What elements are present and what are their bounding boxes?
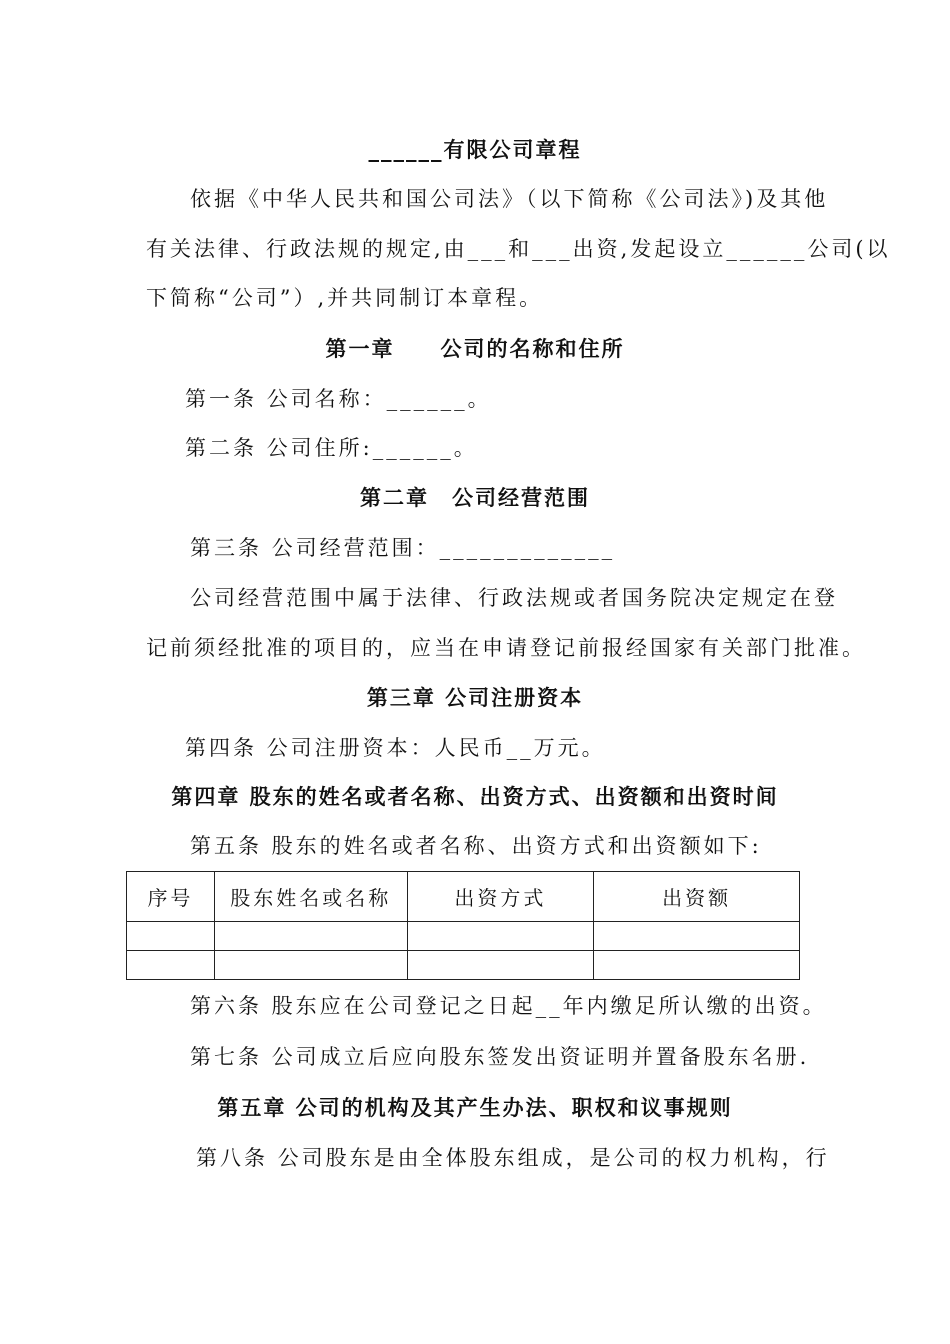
article-6: 第六条 股东应在公司登记之日起__年内缴足所认缴的出资。 xyxy=(190,994,827,1018)
chapter-5-heading: 第五章 公司的机构及其产生办法、职权和议事规则 xyxy=(217,1096,733,1120)
table-row xyxy=(127,951,800,980)
scope-paragraph-line-2: 记前须经批准的项目的，应当在申请登记前报经国家有关部门批准。 xyxy=(146,636,866,660)
chapter-1-heading: 第一章 公司的名称和住所 xyxy=(325,337,625,361)
chapter-2-heading: 第二章 公司经营范围 xyxy=(360,486,590,510)
article-7: 第七条 公司成立后应向股东签发出资证明并置备股东名册. xyxy=(190,1045,810,1069)
table-cell xyxy=(214,922,407,951)
article-2: 第二条 公司住所:______。 xyxy=(185,436,478,460)
table-cell xyxy=(407,951,594,980)
scope-paragraph-line-1: 公司经营范围中属于法律、行政法规或者国务院决定规定在登 xyxy=(190,586,838,610)
preamble-line-3: 下简称“公司”）,并共同制订本章程。 xyxy=(146,286,544,310)
header-shareholder-name: 股东姓名或名称 xyxy=(214,872,407,922)
table-cell xyxy=(407,922,594,951)
table-cell xyxy=(594,951,800,980)
table-cell xyxy=(594,922,800,951)
preamble-line-1: 依据《中华人民共和国公司法》（以下简称《公司法》)及其他 xyxy=(190,187,829,211)
table-cell xyxy=(214,951,407,980)
preamble-line-2: 有关法律、行政法规的规定,由___和___出资,发起设立______公司(以 xyxy=(146,237,891,261)
article-4: 第四条 公司注册资本：人民币__万元。 xyxy=(185,736,606,760)
chapter-3-heading: 第三章 公司注册资本 xyxy=(366,686,584,710)
article-1: 第一条 公司名称：______。 xyxy=(185,387,492,411)
header-index: 序号 xyxy=(127,872,215,922)
document-title: ______有限公司章程 xyxy=(368,138,582,162)
table-header-row xyxy=(127,872,800,922)
table-cell xyxy=(127,922,215,951)
shareholder-table xyxy=(126,871,800,980)
article-3: 第三条 公司经营范围：_____________ xyxy=(190,536,616,560)
header-contribution-amount: 出资额 xyxy=(594,872,800,922)
header-contribution-method: 出资方式 xyxy=(407,872,594,922)
table-cell xyxy=(127,951,215,980)
article-5: 第五条 股东的姓名或者名称、出资方式和出资额如下: xyxy=(190,834,762,858)
chapter-4-heading: 第四章 股东的姓名或者名称、出资方式、出资额和出资时间 xyxy=(171,785,779,809)
table-row xyxy=(127,922,800,951)
article-8: 第八条 公司股东是由全体股东组成，是公司的权力机构，行 xyxy=(196,1146,830,1170)
